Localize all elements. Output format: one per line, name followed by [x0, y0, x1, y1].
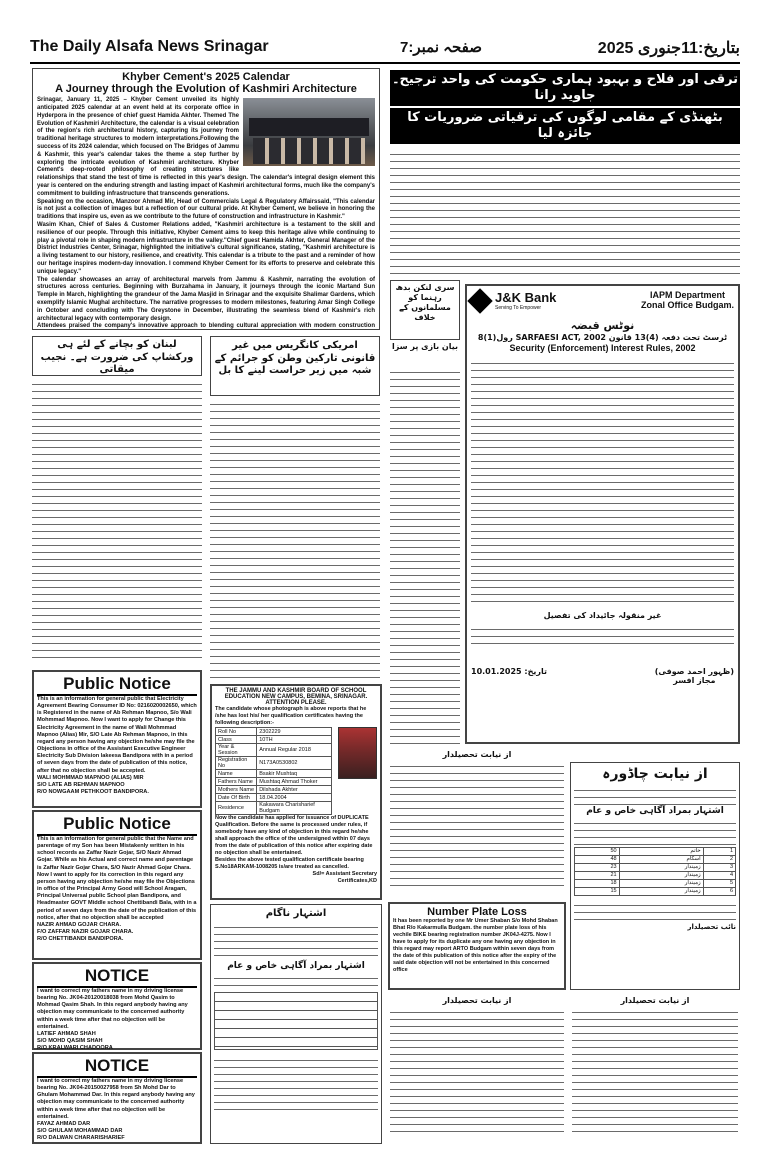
candidate-photo — [338, 727, 377, 779]
jkbose-row — [216, 778, 332, 786]
khyber-para-4: The calendar showcases an array of architectural marvels from Jammu & Kashmir, narrating the evolution of structures across centuries. Beginning with Burzahama in January, it journeys through the iconic Martand Sun Temple in March, highlighting the grandeur of the Jama Masjid in Srinagar and the exquisite Shalimar Gardens, which exemplify Islamic Mughal architecture. The narrative progresses to modern milestones, featuring Amar Singh College in October and concluding with The Greystone in December, illustrating the seamless blend of Kashmir's rich architectural legacy with contemporary design. — [37, 276, 375, 322]
chadoora-cell-n: 4 — [703, 871, 735, 879]
jkbose-row-value: Kakawara Charisharief Budgam — [257, 802, 332, 815]
jkbose-row — [216, 736, 332, 744]
tehsildar-notice-1 — [388, 748, 566, 900]
chadoora-cell-n: 2 — [703, 855, 735, 863]
tehsildar-notice-3 — [570, 994, 740, 1144]
jkbose-row-label: Name — [216, 770, 257, 778]
chadoora-cell-name: زمیندار — [619, 871, 703, 879]
chadoora-row — [575, 855, 736, 863]
jkbose-row — [216, 728, 332, 736]
issue-date: بتاریخ:11جنوری 2025 — [597, 40, 740, 57]
jkbose-row — [216, 794, 332, 802]
chadoora-row — [575, 847, 736, 855]
notice-1-sig-2: S/O MOHD QASIM SHAH — [37, 1038, 103, 1045]
jkbose-body-2: Besides the above tested qualification certificate bearing S.No18ARKAM-1008205 is/are treated as cancelled. — [215, 857, 364, 871]
urdu-banner-2 — [390, 108, 740, 144]
notice-2-body: I want to correct my fathers name in my driving license bearing No. JK04-20150027958 from Sh Mohd Dar to Ghulam Mohammad Dar. In this regard anybody having any objection may communicate to the concerned authority within a week time after that no objection will be entertained. — [37, 1078, 195, 1120]
jkbose-row-value: Bsakir Mushtaq — [257, 770, 332, 778]
tehsildar-notice-2-text — [390, 1006, 564, 1136]
khyber-para-2: Speaking on the occasion, Manzoor Ahmad Mir, Head of Commercials Legal & Regulatory Affairssaid, "This calendar is not just a collection of images but a reflection of our cultural pride. At Khyber Cement, we believe in honoring the traditions that inspire us, even as we contribute to the future of construction and infrastructure in Kashmir." — [37, 198, 375, 221]
public-notice-1-sig-1: WALI MOHMMAD MAPNOO (ALIAS) MIR — [37, 774, 144, 781]
nagam-sub: اشتہار بمراد آگاہی خاص و عام — [227, 960, 365, 971]
srilanka-headline-2: مسلمانوں کے خلاف — [399, 303, 451, 322]
chadoora-row — [575, 887, 736, 895]
jk-bank-notice — [465, 284, 740, 744]
public-notice-2-sig-2: F/O ZAFFAR NAZIR GOJAR CHARA. — [37, 929, 134, 936]
jkbose-row-value: Dilshada Akhter — [257, 786, 332, 794]
number-plate-loss — [388, 902, 566, 990]
public-notice-1-heading: Public Notice — [37, 674, 197, 696]
srilanka-box — [390, 280, 460, 340]
jkbose-row-label: Mothers Name — [216, 786, 257, 794]
chadoora-body — [574, 817, 736, 847]
jkbose-row-value: 10TH — [257, 736, 332, 744]
sarfaesi-act-en: Security (Enforcement) Interest Rules, 2002 — [509, 342, 696, 353]
jk-bank-brand: J&K Bank — [495, 290, 557, 305]
possession-notice-title: نوٹس قبضہ — [570, 319, 635, 332]
chadoora-intro — [574, 784, 736, 806]
chadoora-sub: اشتہار بمراد آگاہی خاص و عام — [586, 805, 724, 816]
chadoora-row — [575, 863, 736, 871]
public-notice-2-body: This is an information for general public that the Name and parentage of my Son has been Mistakenly written in his school records as Zaffar Nazir Gojar, S/O Nazir Ahmad Gojar. While as his Actual and correct name and parentage is Zaffar Nazir Gojar Chara, S/O Nazir Ahmad Gojar Chara. Now I want to apply for its correction in this regard any person having any objection he/she may file the Objections in office of the Principal Army Good will School Aragam, Principal Universal public School plan Bandipora, and Headmaster GOVT Middle school Chettibandi Bala, with in a period of seven days from the date of the publication of this notice, after that no objection shall be accepted — [37, 836, 197, 921]
khyber-para-5: Attendees praised the company's innovative approach to blending cultural appreciation with modern construction — [37, 323, 375, 330]
jkbose-row — [216, 802, 332, 815]
urdu-top-article-text — [390, 148, 740, 276]
chadoora-cell-name: زمیندار — [619, 887, 703, 895]
jk-bank-logo — [471, 290, 556, 311]
khyber-photo — [243, 98, 375, 166]
jk-bank-logo-icon — [467, 288, 492, 313]
number-plate-body: It has been reported by one Mr Umer Shaban S/o Mohd Shaban Bhat R/o Kakarmulla Budgam. the number plate loss of his vechile BIKE bearing registration number JK04J-4275. Now I have to apply for its duplicate any one having any objection in this regard may report ARTO Budgam within seven days from the date of this publication of this notice after the expiry of the said date objection will not be entertained in this concerned office — [393, 918, 558, 974]
srilanka-headline-3: بیان بازی پر سزا — [392, 342, 458, 351]
nagam-intro-text — [214, 921, 378, 961]
public-notice-1-sig-3: R/O NOWGAAM PETHKOOT BANDIPORA. — [37, 789, 149, 796]
jkbose-row-value: Mushtaq Ahmad Thoker — [257, 778, 332, 786]
lebanon-article-text — [32, 378, 202, 664]
chadoora-cell-name: زمیندار — [619, 879, 703, 887]
srilanka-sub — [390, 342, 460, 364]
notice-2-sig-1: FAYAZ AHMAD DAR — [37, 1120, 91, 1127]
jk-bank-body-text — [471, 357, 734, 607]
chadoora-cell-qty: 15 — [575, 887, 620, 895]
jkbose-sig-1: Sd/= Assistant Secretary — [312, 871, 377, 878]
chadoora-table — [574, 847, 736, 896]
lebanon-headline-box — [32, 336, 202, 376]
chadoora-heading: از نیابت چاڈورہ — [602, 766, 708, 782]
tehsildar-notice-2-heading: از نیابت تحصیلدار — [442, 996, 512, 1005]
chadoora-cell-qty: 50 — [575, 847, 620, 855]
public-notice-1-body: This is an information for general public that Electricity Agreement Bearing Consumer ID No: 0216020002650, which is Registered in the name of Ab Rehman Mapnoo, S/o Wali Mohmmad Mapnoo. Now I want to apply for Change this Electricity Agreement in the name of Wali Mohmmad Mapnoo (Alias) Mir, S/O Late Ab Rehman Mapnoo, in this regard any person having any objection he/she may file the Objections in office of the Assistant Executive Engineer Electricity Sub Division lakeesa Bandipora with in a period of seven days from the date of publication of this notice, after that no objection shall be accepted. — [37, 696, 197, 774]
jk-bank-signer: (ظہور احمد صوفی) — [654, 666, 734, 676]
khyber-title-1: Khyber Cement's 2025 Calendar — [122, 71, 290, 83]
jkbose-row — [216, 770, 332, 778]
chadoora-cell-n: 1 — [703, 847, 735, 855]
jkbose-line-1: THE JAMMU AND KASHMIR BOARD OF SCHOOL — [225, 688, 367, 694]
public-notice-2-sig-3: R/O CHETTIBANDI BANDIPORA. — [37, 936, 124, 943]
masthead — [30, 34, 740, 64]
srilanka-headline-1: سری لنکن بدھ رہنما کو — [395, 283, 455, 302]
jkbose-row-label: Class — [216, 736, 257, 744]
jkbose-row — [216, 757, 332, 770]
jkbose-row — [216, 744, 332, 757]
tehsildar-notice-3-heading: از نیابت تحصیلدار — [620, 996, 690, 1005]
srilanka-text — [390, 366, 460, 746]
khyber-title-2: A Journey through the Evolution of Kashmiri Architecture — [55, 83, 357, 96]
jkbose-row-value: 2302229 — [257, 728, 332, 736]
urdu-banner-1 — [390, 70, 740, 106]
public-notice-1-sig-2: S/O LATE AB REHMAN MAPNOO — [37, 781, 125, 788]
jkbose-row-value: Annual Regular 2018 — [257, 744, 332, 757]
jkbose-row-label: Roll No — [216, 728, 257, 736]
khyber-article — [32, 68, 380, 330]
jkbose-row-value: 18.04.2004 — [257, 794, 332, 802]
congress-headline: امریکی کانگریس میں غیر قانونی تارکین وطن کو جرائم کے شبہ میں زیر حراست لینے کا بل — [214, 340, 376, 376]
jkbose-row-label: Fathers Name — [216, 778, 257, 786]
congress-headline-box — [210, 336, 380, 396]
chadoora-cell-n: 5 — [703, 879, 735, 887]
public-notice-1 — [32, 670, 202, 808]
notice-1-body: I want to correct my fathers name in my driving license bearing No. JK04-20120018038 from Mohd Qasim to Mohmad Qasim Shah. In this regard anybody having any objection may communicate to the concerned authority within a week time after that no objection will be entertained. — [37, 988, 188, 1030]
jkbose-row-label: Date Of Birth — [216, 794, 257, 802]
jkbose-row-label: Residence — [216, 802, 257, 815]
chadoora-cell-qty: 21 — [575, 871, 620, 879]
urdu-headline-1: ترقی اور فلاح و بہبود ہماری حکومت کی واحد ترجیح۔ جاوید رانا — [391, 71, 739, 103]
khyber-para-1: Srinagar, January 11, 2025 – Khyber Cement unveiled its highly anticipated 2025 calendar at an event held at its corporate office in Hyderpora in the presence of chief guest Hamida Akhter. Themed The Evolution of Kashmiri Architecture, the calendar is a visual celebration of the region's rich architectural history, capturing its journey from traditional heritage structures to modern interpretations.Following the success of its 2024 calendar, which focused on The Bridges of Jammu & Kashmir, this year's calendar takes the theme a step further by exploring the intricate evolution of Kashmiri architecture. Khyber Cement's deep-rooted philosophy of creating structures like relationships that stand the test of time is reflected in this year's design. The calendar's integral design element this year is centered on the enduring strength and lasting impact of Kashmiri architectural forms, much like the company's commitment to building infrastructure that transcends generations. — [37, 97, 375, 197]
notice-1 — [32, 962, 202, 1050]
tehsildar-notice-3-text — [572, 1006, 738, 1136]
notice-1-sig-3: R/O KRALWARI CHADOORA — [37, 1045, 113, 1052]
nagam-heading: اشتہار ناگام — [265, 908, 327, 919]
urdu-top-continued — [462, 278, 740, 282]
jkbose-line-2: EDUCATION NEW CAMPUS, BEMINA, SRINAGAR. — [224, 694, 368, 700]
sarfaesi-act-urdu: ٹرسٹ تحت دفعہ (4)13 قانون SARFAESI ACT, 2002 رول(1)8 — [477, 332, 728, 342]
nagam-body-text — [214, 972, 378, 992]
urdu-ad-nagam — [210, 904, 382, 1144]
chadoora-cell-qty: 18 — [575, 879, 620, 887]
chadoora-row — [575, 879, 736, 887]
newspaper-title: The Daily Alsafa News Srinagar — [30, 38, 269, 55]
jkbose-sig-2: Certificates,KD — [337, 878, 377, 885]
congress-article-text — [210, 398, 380, 680]
jkbose-row-label: Registration No — [216, 757, 257, 770]
jkbose-row-value: N173A0530802 — [257, 757, 332, 770]
urdu-headline-2: بٹھنڈی کے مقامی لوگوں کی ترقیاتی ضروریات کا جائزہ لیا — [407, 109, 723, 141]
jk-bank-signer-title: مجاز افسر — [673, 675, 716, 685]
jkbose-row — [216, 786, 332, 794]
chadoora-cell-name: اسکام — [619, 855, 703, 863]
notice-2 — [32, 1052, 202, 1144]
public-notice-2-heading: Public Notice — [37, 814, 197, 836]
nagam-footer-text — [214, 1054, 378, 1114]
page-number: صفحہ نمبر:7 — [400, 39, 482, 56]
jk-bank-date: تاریخ: 10.01.2025 — [471, 666, 547, 676]
chadoora-cell-name: خاتم — [619, 847, 703, 855]
chadoora-cell-qty: 48 — [575, 855, 620, 863]
jkbose-notice — [210, 684, 382, 900]
chadoora-cell-n: 3 — [703, 863, 735, 871]
property-details-heading: غیر منقولہ جائیداد کی تفصیل — [543, 610, 662, 620]
jk-bank-tagline: Serving To Empower — [495, 305, 542, 311]
notice-1-sig-1: LATIEF AHMAD SHAH — [37, 1030, 96, 1037]
jkbose-line-3: ATTENTION PLEASE. — [265, 700, 327, 706]
jk-bank-dept: IAPM Department — [649, 290, 725, 300]
chadoora-row — [575, 871, 736, 879]
chadoora-cell-name: زمیندار — [619, 863, 703, 871]
tehsildar-notice-2 — [388, 994, 566, 1144]
chadoora-footer — [574, 899, 736, 923]
public-notice-2 — [32, 810, 202, 960]
number-plate-heading: Number Plate Loss — [427, 906, 527, 918]
public-notice-2-sig-1: NAZIR AHMAD GOJAR CHARA. — [37, 921, 122, 928]
chadoora-cell-n: 6 — [703, 887, 735, 895]
tehsildar-notice-1-heading: از نیابت تحصیلدار — [442, 750, 512, 759]
jkbose-body: Now the candidate has applied for issuance of DUPLICATE Qualification. Before the same is processed under rules, if somebody have any kind of objection in this regard he/she shall approach the office of the undersigned within 07 days from the date of publication of this notice after expiring date no objection shall be entertained. — [215, 815, 373, 857]
nagam-table — [214, 992, 378, 1050]
jkbose-row-label: Year & Session — [216, 744, 257, 757]
khyber-para-3: Wasim Khan, Chief of Sales & Customer Relations added, "Kashmiri architecture is a testament to the skill and resilience of our people. Through this initiative, Khyber Cement aims to keep this heritage alive while continuing to play a pivotal role in shaping modern infrastructure in the valley."Chief guest Hamida Akhter, General Manager of the District Industries Center, Srinagar, highlighted the initiative's cultural significance, stating, "Kashmiri architecture is a living testament to our history, resilience, and creativity. This calendar is a tribute to the past and a reminder of how our heritage inspires modern-day innovation. I commend Khyber Cement for its efforts to preserve and celebrate this unique legacy." — [37, 221, 375, 275]
chadoora-signature: نائب تحصیلدار — [687, 922, 736, 931]
notice-2-heading: NOTICE — [37, 1056, 197, 1078]
lebanon-headline: لبنان کو بچانے کے لئے ہی ورکشاپ کی ضرورت ہے۔ نجیب میقاتی — [40, 339, 194, 375]
property-details-text — [471, 623, 734, 649]
tehsildar-notice-1-text — [390, 760, 564, 890]
chadoora-cell-qty: 23 — [575, 863, 620, 871]
jk-bank-zonal: Zonal Office Budgam. — [640, 300, 734, 310]
notice-2-sig-3: R/O DALWAN CHARARISHARIEF — [37, 1135, 125, 1142]
jkbose-details-table — [215, 727, 332, 815]
notice-2-sig-2: S/O GHULAM MOHAMMAD DAR — [37, 1128, 123, 1135]
notice-1-heading: NOTICE — [37, 966, 197, 988]
chadoora-notice — [570, 762, 740, 990]
jkbose-intro: The candidate whose photograph is above reports that he /she has lost his/ her qualification certificates having the following description:- — [215, 706, 367, 727]
